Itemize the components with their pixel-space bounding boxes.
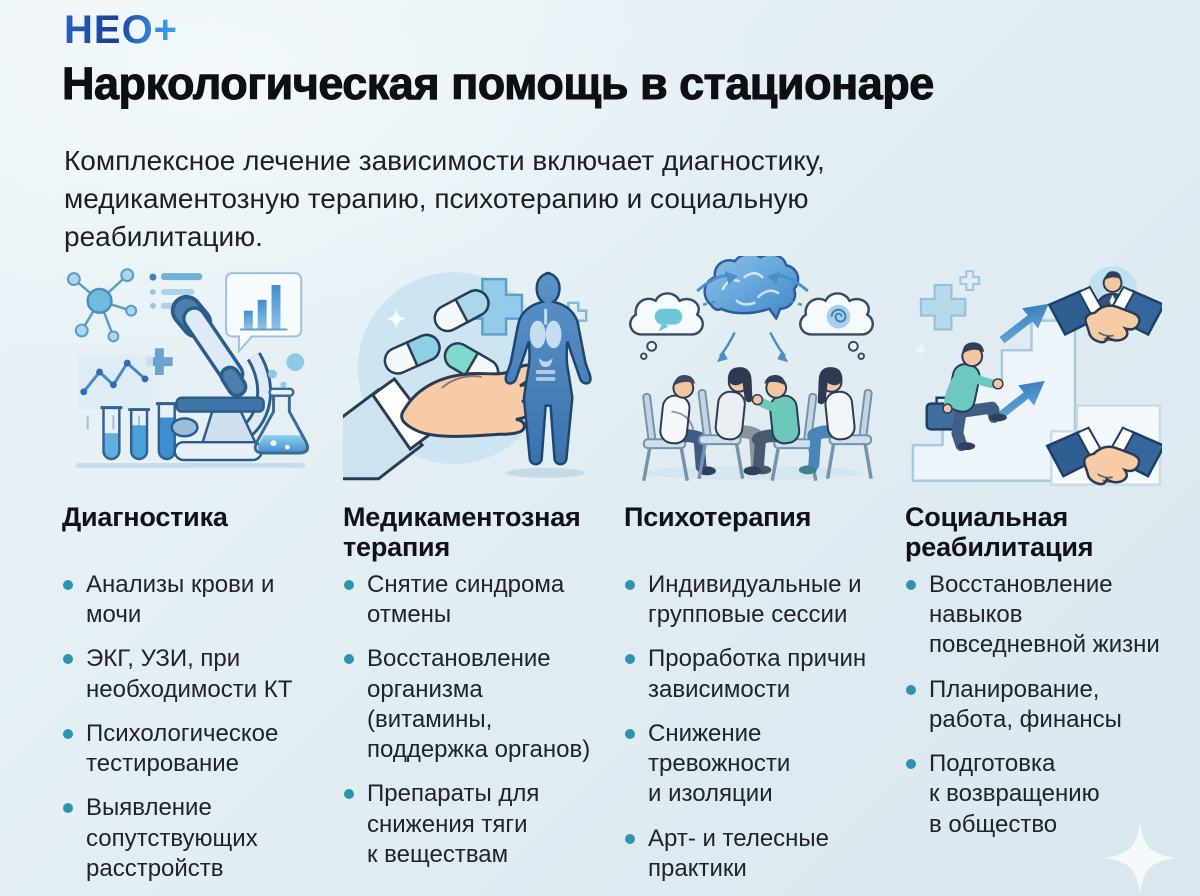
list-item: ЭКГ, УЗИ, при необходимости КТ <box>62 644 319 704</box>
column-social-rehab <box>905 256 1162 896</box>
list-item: Восстановление организма (витамины, поддержка органов) <box>343 644 600 765</box>
column-list <box>343 570 600 870</box>
bullet-dot-icon <box>344 580 354 590</box>
brain-icon <box>705 256 798 319</box>
bullet-dot-icon <box>906 759 916 769</box>
bullet-dot-icon <box>625 729 635 739</box>
list-item: Проработка причин зависимости <box>624 644 881 704</box>
column-list <box>624 570 881 884</box>
list-item: Подготовка к возвращению в общество <box>905 749 1162 840</box>
bullet-dot-icon <box>906 685 916 695</box>
bullet-dot-icon <box>344 789 354 799</box>
list-item: Выявление сопутствующих расстройств <box>62 793 319 884</box>
list-item: Планирование, работа, финансы <box>905 675 1162 735</box>
list-item: Арт- и телесные практики <box>624 824 881 884</box>
line-chart-icon <box>78 354 153 429</box>
molecule-icon <box>68 269 136 341</box>
bullet-dot-icon <box>344 654 354 664</box>
column-title: Диагностика <box>62 502 228 532</box>
column-list <box>62 570 319 884</box>
list-item: Психологическое тестирование <box>62 719 319 779</box>
page-title: Наркологическая помощь в стационаре <box>62 58 934 109</box>
column-medication <box>343 256 600 896</box>
columns-row <box>62 256 1162 896</box>
column-list <box>905 570 1162 840</box>
thought-cloud-icon <box>630 293 702 359</box>
column-diagnostics <box>62 256 319 896</box>
sparkle-icon <box>1100 818 1180 896</box>
bullet-dot-icon <box>63 654 73 664</box>
list-item: Индивидуальные и групповые сессии <box>624 570 881 630</box>
column-title: Медикаментозная терапия <box>343 502 581 563</box>
lab-diagnostics-illustration <box>62 256 319 490</box>
list-item: Препараты для снижения тяги к веществам <box>343 779 600 870</box>
page-subtitle: Комплексное лечение зависимости включает диагностику, медикаментозную терапию, психотерапию и социальную реабилитацию. <box>64 145 825 253</box>
list-item: Снижение тревожности и изоляции <box>624 719 881 810</box>
bullet-dot-icon <box>625 580 635 590</box>
ground-line <box>76 463 305 468</box>
list-item: Снятие синдрома отмены <box>343 570 600 630</box>
bullet-dot-icon <box>63 580 73 590</box>
sparkle-icon <box>914 342 928 356</box>
column-title: Социальная реабилитация <box>905 502 1094 563</box>
neo-plus-logo: НЕО+ <box>64 8 179 52</box>
bullet-dot-icon <box>625 834 635 844</box>
bullet-dot-icon <box>906 580 916 590</box>
plus-icon <box>921 271 979 329</box>
bullet-dot-icon <box>625 654 635 664</box>
group-therapy-illustration <box>624 256 881 490</box>
list-item: Анализы крови и мочи <box>62 570 319 630</box>
column-title: Психотерапия <box>624 502 812 532</box>
bullet-dot-icon <box>63 729 73 739</box>
group-therapy-people-icon <box>643 367 872 481</box>
column-psychotherapy <box>624 256 881 896</box>
hand-pills-body-illustration <box>343 256 600 490</box>
bar-chart-bubble-icon <box>226 273 301 351</box>
list-item: Восстановление навыков повседневной жизни <box>905 570 1162 661</box>
bullet-dot-icon <box>63 803 73 813</box>
thought-cloud-icon <box>800 293 872 359</box>
test-tubes-icon <box>101 404 178 459</box>
career-stairs-handshake-illustration <box>905 256 1162 490</box>
